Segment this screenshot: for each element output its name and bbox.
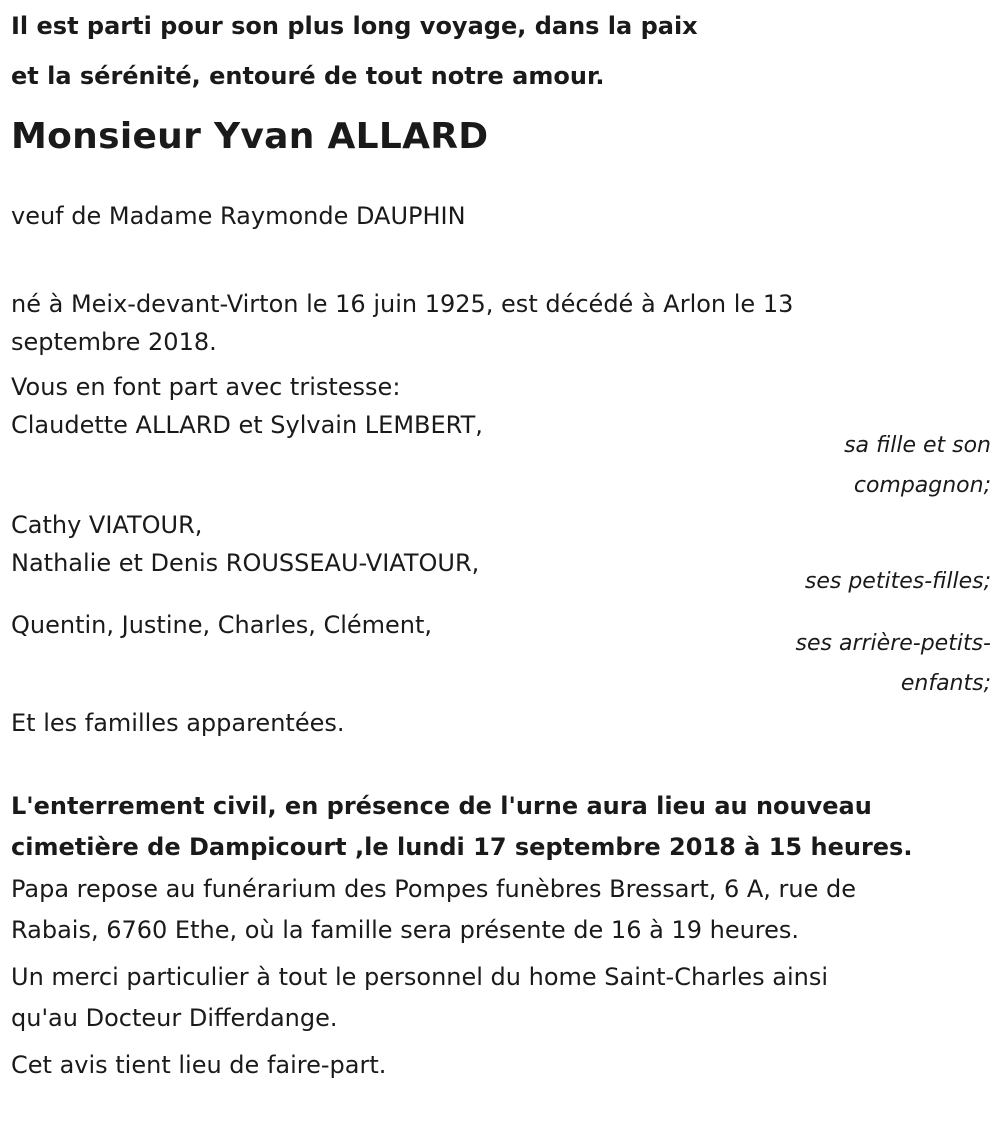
granddaughters-names-line-2: Nathalie et Denis ROUSSEAU-VIATOUR, bbox=[11, 549, 480, 577]
ceremony-details bbox=[11, 786, 991, 868]
great-grandchildren-role-line-2: enfants; bbox=[900, 671, 991, 696]
family-great-grandchildren bbox=[11, 606, 991, 704]
epigraph bbox=[11, 0, 991, 101]
epigraph-line-1: Il est parti pour son plus long voyage, dans la paix bbox=[11, 12, 698, 40]
ceremony-line-1: L'enterrement civil, en présence de l'urne aura lieu au nouveau bbox=[11, 792, 872, 820]
family-granddaughters bbox=[11, 506, 991, 602]
announcement: Vous en font part avec tristesse: bbox=[11, 373, 401, 401]
obituary-notice bbox=[11, 0, 991, 1086]
funeral-home-line-2: Rabais, 6760 Ethe, où la famille sera présente de 16 à 19 heures. bbox=[11, 916, 800, 944]
funeral-home-line-1: Papa repose au funérarium des Pompes funèbres Bressart, 6 A, rue de bbox=[11, 875, 857, 903]
widower-of: veuf de Madame Raymonde DAUPHIN bbox=[11, 202, 466, 230]
birth-death-line-2: septembre 2018. bbox=[11, 328, 217, 356]
daughter-role-line-2: compagnon; bbox=[853, 473, 991, 498]
great-grandchildren-names: Quentin, Justine, Charles, Clément, bbox=[11, 611, 433, 639]
thanks-line-2: qu'au Docteur Differdange. bbox=[11, 1004, 338, 1032]
ceremony-line-2: cimetière de Dampicourt ,le lundi 17 septembre 2018 à 15 heures. bbox=[11, 833, 913, 861]
granddaughters-role: ses petites-filles; bbox=[804, 569, 991, 594]
daughter-role-line-1: sa fille et son bbox=[844, 433, 991, 458]
epigraph-line-2: et la sérénité, entouré de tout notre amour. bbox=[11, 62, 605, 90]
closing-note: Cet avis tient lieu de faire-part. bbox=[11, 1051, 387, 1079]
great-grandchildren-role-line-1: ses arrière-petits- bbox=[795, 631, 991, 656]
thanks-line-1: Un merci particulier à tout le personnel du home Saint-Charles ainsi bbox=[11, 963, 829, 991]
family-daughter bbox=[11, 406, 991, 506]
deceased-name: Monsieur Yvan ALLARD bbox=[11, 116, 489, 157]
thanks-message bbox=[11, 957, 991, 1039]
granddaughters-names-line-1: Cathy VIATOUR, bbox=[11, 511, 203, 539]
daughter-names: Claudette ALLARD et Sylvain LEMBERT, bbox=[11, 411, 483, 439]
birth-death-line-1: né à Meix-devant-Virton le 16 juin 1925, est décédé à Arlon le 13 bbox=[11, 290, 794, 318]
related-families: Et les familles apparentées. bbox=[11, 709, 345, 737]
birth-death-info bbox=[11, 285, 991, 361]
funeral-home-info bbox=[11, 869, 991, 951]
